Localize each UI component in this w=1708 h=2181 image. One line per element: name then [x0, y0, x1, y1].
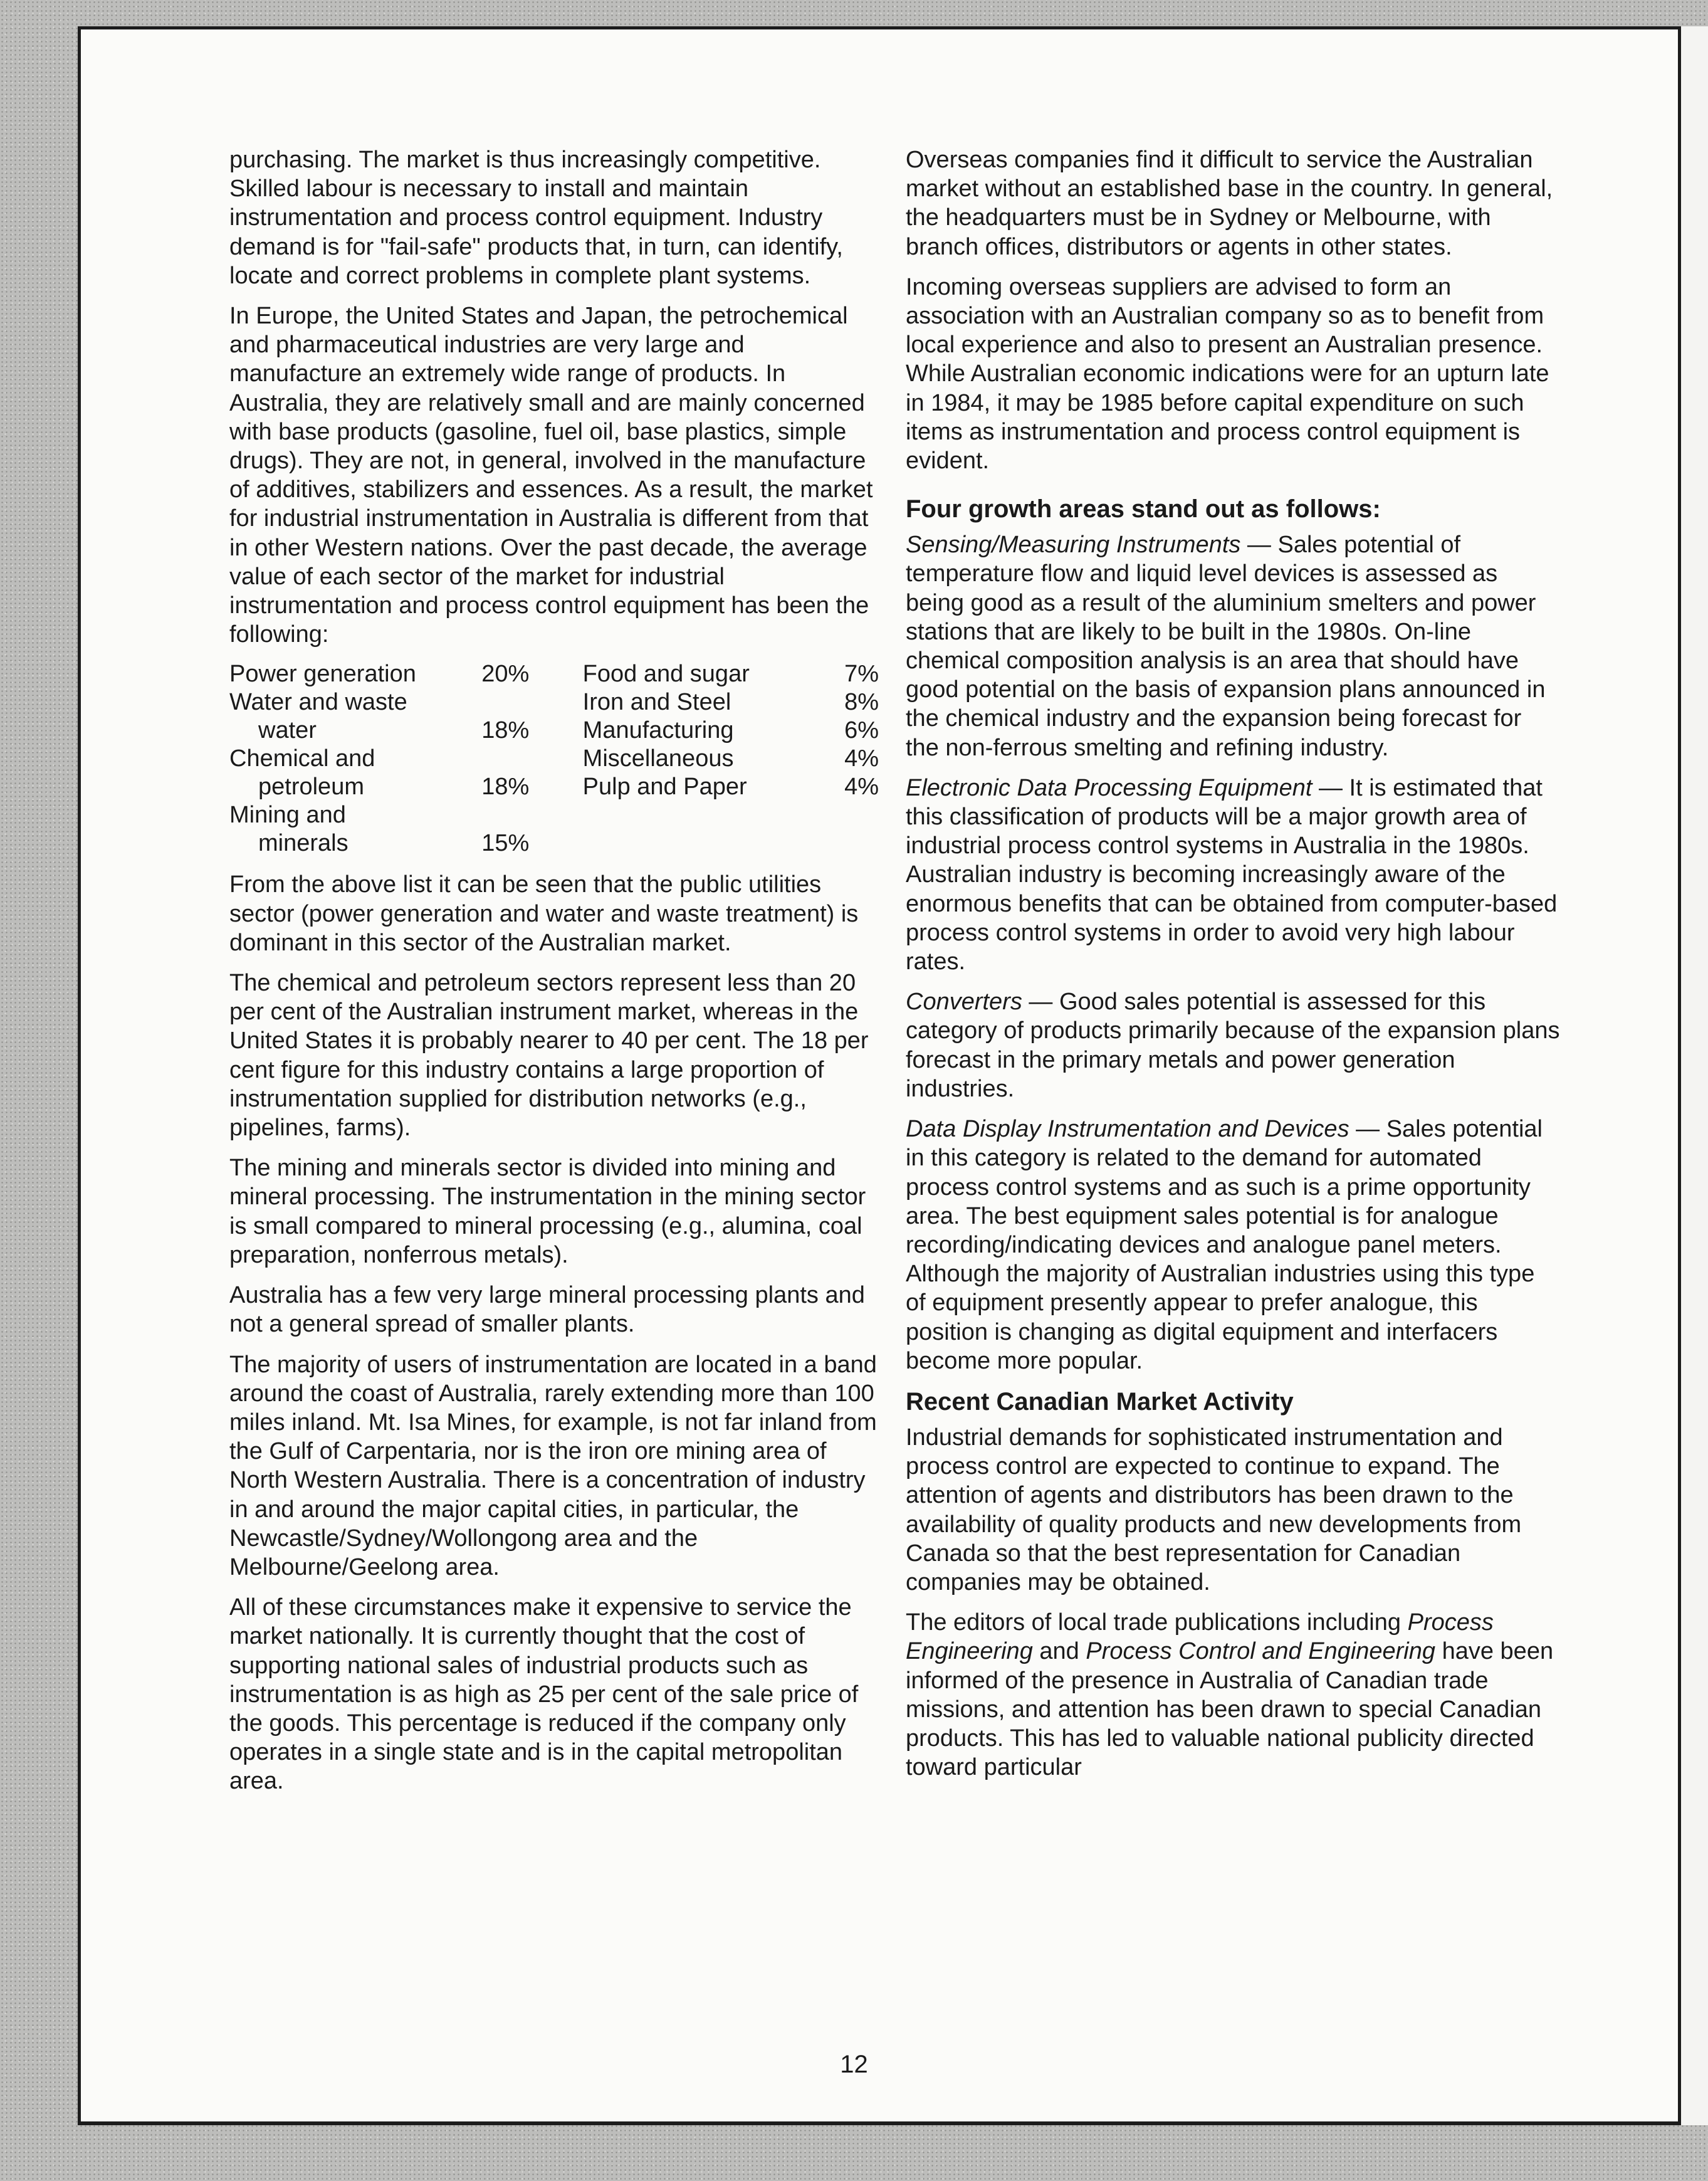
growth-area-text: — It is estimated that this classification of products will be a major growth area of industrial process control systems in Australia in the 1980s. Australian industry is becoming increasingly aware of the enormous benefits that can be obtained from computer-based process control systems in order to avoid very high labour rates. [906, 774, 1558, 975]
sector-percent: 4% [844, 745, 879, 772]
sector-percent: 18% [481, 717, 530, 744]
sector-label: Miscellaneous [582, 745, 734, 772]
table-row [229, 745, 879, 773]
growth-area-paragraph [906, 774, 1561, 976]
paragraph: All of these circumstances make it expensive to service the market nationally. It is currently thought that the cost of supporting national sales of industrial products such as instrumentation is as high as 25 per cent of the sale price of the goods. This percentage is reduced if the company only operates in a single state and is in the capital metropolitan area. [229, 1594, 859, 1795]
growth-area-paragraph [906, 987, 1561, 1103]
growth-area-text: — Good sales potential is assessed for this category of products primarily because of the expansion plans forecast in the primary metals and power generation industries. [906, 989, 1560, 1102]
table-row [229, 660, 879, 688]
sector-label: Pulp and Paper [582, 774, 747, 801]
growth-area-paragraph [906, 1115, 1561, 1375]
sector-percent [481, 801, 582, 829]
right-column [906, 145, 1561, 1793]
section-heading: Recent Canadian Market Activity [906, 1387, 1294, 1416]
growth-area-paragraph [906, 530, 1561, 762]
left-column [229, 145, 879, 1807]
sector-label: petroleum [258, 774, 364, 801]
paragraph: The majority of users of instrumentation are located in a band around the coast of Australia, rarely extending more than 100 miles inland. Mt. Isa Mines, for example, is not far inland from the Gulf of Carpentaria, nor is the iron ore mining area of North Western Australia. There is a concentration of industry in and around the major capital cities, in particular, the Newcastle/Sydney/Wollongong area and the Melbourne/Geelong area. [229, 1351, 877, 1580]
table-row [229, 829, 879, 858]
publication-title: Process Engineering [906, 1609, 1494, 1665]
page-number: 12 [840, 2051, 868, 2078]
sector-percent: 7% [844, 661, 879, 688]
paragraph: Australia has a few very large mineral processing plants and not a general spread of smaller plants. [229, 1282, 865, 1338]
paragraph: Industrial demands for sophisticated instrumentation and process control are expected to continue to expand. The attention of agents and distributors has been drawn to the availability of quality products and new developments from Canada so that the best representation for Canadian companies may be obtained. [906, 1424, 1522, 1595]
text-run: have been informed of the presence in Australia of Canadian trade missions, and attention has been drawn to special Canadian products. This has led to valuable national publicity directed toward particular [906, 1638, 1554, 1781]
sector-label: Mining and [229, 802, 346, 829]
paragraph: purchasing. The market is thus increasingly competitive. Skilled labour is necessary to install and maintain instrumentation and process control equipment. Industry demand is for "fail-safe" products that, in turn, can identify, locate and correct problems in complete plant systems. [229, 147, 843, 289]
binding-edge [1678, 26, 1708, 2125]
paragraph: The mining and minerals sector is divided into mining and mineral processing. The instrumentation in the mining sector is small compared to mineral processing (e.g., alumina, coal preparation, nonferrous metals). [229, 1155, 866, 1268]
paragraph: The chemical and petroleum sectors represent less than 20 per cent of the Australian instrument market, whereas in the United States it is probably nearer to 40 per cent. The 18 per cent figure for this industry contains a large proportion of instrumentation supplied for distribution networks (e.g., pipelines, farms). [229, 970, 869, 1142]
text-run: The editors of local trade publications including [906, 1609, 1408, 1636]
sector-percent: 8% [844, 689, 879, 716]
sector-label: Power generation [229, 661, 416, 688]
paragraph: Overseas companies find it difficult to service the Australian market without an established base in the country. In general, the headquarters must be in Sydney or Melbourne, with branch offices, distributors or agents in other states. [906, 147, 1553, 260]
sector-percent [481, 745, 582, 773]
growth-area-term: Converters [906, 989, 1022, 1016]
table-row [229, 801, 879, 829]
growth-area-text: — Sales potential of temperature flow and liquid level devices is assessed as being good as a result of the aluminium smelters and power stations that are likely to be built in the 1980s. On-line chemical composition analysis is an area that should have good potential on the basis of expansion plans announced in the chemical industry and the expansion being forecast for the non-ferrous smelting and refining industry. [906, 532, 1546, 761]
sector-percent: 20% [481, 661, 530, 688]
text-run: and [1032, 1638, 1086, 1665]
paragraph: In Europe, the United States and Japan, the petrochemical and pharmaceutical industries are very large and manufacture an extremely wide range of products. In Australia, they are relatively small and are mainly concerned with base products (gasoline, fuel oil, base plastics, simple drugs). They are not, in general, involved in the manufacture of additives, stabilizers and essences. As a result, the market for industrial instrumentation in Australia is different from that in other Western nations. Over the past decade, the average value of each sector of the market for industrial instrumentation and process control equipment has been the following: [229, 303, 873, 648]
sector-label: Chemical and [229, 745, 375, 772]
sector-label: water [258, 717, 317, 744]
sector-percent [481, 688, 582, 717]
growth-area-text: — Sales potential in this category is related to the demand for automated process control systems and as such is a prime opportunity area. The best equipment sales potential is for analogue recording/indicating devices and analogue panel meters. Although the majority of Australian industries using this type of equipment presently appear to prefer analogue, this position is changing as digital equipment and interfacers become more popular. [906, 1116, 1543, 1374]
publication-title: Process Control and Engineering [1086, 1638, 1436, 1665]
sector-label: Food and sugar [582, 661, 750, 688]
growth-area-term: Data Display Instrumentation and Devices [906, 1116, 1349, 1143]
table-row [229, 688, 879, 717]
paragraph [906, 1608, 1561, 1782]
growth-area-term: Sensing/Measuring Instruments [906, 532, 1241, 559]
section-heading: Four growth areas stand out as follows: [906, 495, 1381, 523]
sector-label: Manufacturing [582, 717, 734, 744]
paragraph: From the above list it can be seen that the public utilities sector (power generation and water and waste treatment) is dominant in this sector of the Australian market. [229, 871, 859, 956]
sector-percent: 18% [481, 774, 530, 801]
market-share-table [229, 660, 879, 858]
sector-percent: 6% [844, 717, 879, 744]
paragraph: Incoming overseas suppliers are advised to form an association with an Australian company so as to benefit from local experience and also to present an Australian presence. While Australian economic indications were for an upturn late in 1984, it may be 1985 before capital expenditure on such items as instrumentation and process control equipment is evident. [906, 273, 1549, 475]
sector-percent: 15% [481, 830, 530, 857]
table-row [229, 717, 879, 745]
sector-label: Iron and Steel [582, 689, 731, 716]
sector-label: minerals [258, 830, 348, 857]
sector-label: Water and waste [229, 689, 407, 716]
table-row [229, 773, 879, 801]
growth-area-term: Electronic Data Processing Equipment [906, 774, 1312, 801]
sector-percent: 4% [844, 774, 879, 801]
